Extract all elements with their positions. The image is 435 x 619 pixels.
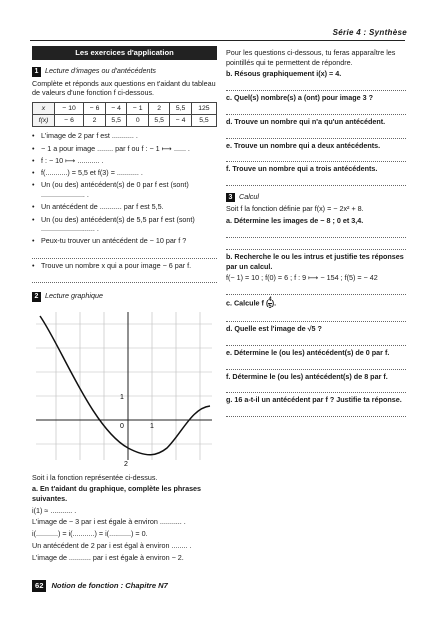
list-item: • L'image de 2 par f est ........... . — [32, 131, 217, 141]
answer-line[interactable] — [226, 285, 406, 295]
list-item: • f(...........) = 5,5 et f(3) = ........... . — [32, 168, 217, 178]
question-c-suffix: . — [274, 298, 277, 308]
section-3-question-c: c. Calcule f ( $\frac{4}{5}$ ). — [226, 297, 277, 311]
section-1-intro: Complète et réponds aux questions en t'aidant du tableau de valeurs d'une fonction f ci-dessous. — [32, 78, 216, 98]
values-table — [32, 102, 217, 127]
tick-label-y1: 1 — [120, 393, 124, 401]
question-d: d. Trouve un nombre qui n'a qu'un antécédent. — [226, 116, 386, 126]
question-e: e. Trouve un nombre qui a deux antécédents. — [226, 140, 381, 150]
fraction-numerator: 4 — [268, 297, 272, 304]
section-3-question-g: g. 16 a-t-il un antécédent par f ? Justifie ta réponse. — [226, 395, 402, 405]
s2-line: i(...........) = i(...........) = i(...........) = 0. — [32, 529, 148, 539]
question-f: f. Trouve un nombre qui a trois antécédents. — [226, 164, 378, 174]
function-graph — [32, 308, 217, 468]
section-3-heading — [226, 192, 406, 202]
answer-line[interactable] — [32, 249, 217, 259]
table-cell: 2 — [84, 115, 106, 127]
answer-line[interactable] — [226, 240, 406, 250]
table-cell: 2 — [149, 103, 170, 115]
answer-line[interactable] — [226, 312, 406, 322]
table-cell: − 4 — [170, 115, 192, 127]
question-c-prefix: c. Calcule f — [226, 298, 264, 308]
section-2-heading — [32, 291, 217, 301]
fraction — [268, 297, 271, 310]
right-intro: Pour les questions ci-dessous, tu feras apparaître les pointillés qui te permettent de répondre. — [226, 48, 396, 67]
table-cell: 5,5 — [105, 115, 127, 127]
table-cell: − 1 — [127, 103, 149, 115]
fraction-denominator: 5 — [268, 304, 272, 311]
list-item: • Un (ou des) antécédent(s) de 0 par f est (sont) ...................... . — [32, 180, 217, 199]
s2-line: Un antécédent de 2 par i est égal à environ ........ . — [32, 540, 192, 550]
section-1-heading — [32, 66, 217, 76]
table-cell: 5,5 — [149, 115, 170, 127]
section-3-question-a: a. Détermine les images de − 8 ; 0 et 3,4. — [226, 216, 364, 226]
s2-line: L'image de ........... par i est égale à environ − 2. — [32, 552, 184, 562]
table-cell: − 6 — [54, 115, 83, 127]
section-1-number: 1 — [32, 67, 41, 76]
section-3-question-f: f. Détermine le (ou les) antécédent(s) de 8 par f. — [226, 371, 388, 381]
page-header — [0, 0, 435, 40]
list-item: • Un (ou des) antécédent(s) de 5,5 par f est (sont) ........................... . — [32, 215, 217, 234]
s2-line: L'image de − 3 par i est égale à environ ........... . — [32, 517, 186, 527]
curve-i — [40, 316, 210, 455]
left-column — [32, 46, 217, 564]
answer-line[interactable] — [32, 273, 217, 283]
tick-label-origin: 0 — [120, 422, 124, 430]
s2-line: i(1) ≈ ........... . — [32, 505, 77, 515]
section-1-title: Lecture d'images ou d'antécédents — [45, 66, 157, 76]
answer-line[interactable] — [226, 81, 406, 91]
table-cell: 0 — [127, 115, 149, 127]
section-3-question-b: b. Recherche le ou les intrus et justifie tes réponses par un calcul. — [226, 251, 404, 271]
answer-line[interactable] — [226, 152, 406, 162]
section-3-title: Calcul — [239, 192, 259, 202]
section-3-question-d: d. Quelle est l'image de √5 ? — [226, 324, 322, 334]
answer-line[interactable] — [226, 129, 406, 139]
answer-line[interactable] — [226, 360, 406, 370]
section-2-intro: Soit i la fonction représentée ci-dessus. — [32, 472, 158, 482]
list-item: • Un antécédent de ........... par f est 5,5. — [32, 202, 217, 212]
table-cell: f(x) — [33, 115, 55, 127]
answer-line[interactable] — [226, 383, 406, 393]
list-item: • Trouve un nombre x qui a pour image − 6 par f. — [32, 261, 217, 271]
answer-line[interactable] — [226, 336, 406, 346]
section-2-question-a: a. En t'aidant du graphique, complète les phrases suivantes. — [32, 484, 202, 503]
question-list — [32, 131, 217, 246]
tick-label-2: 2 — [124, 460, 128, 468]
section-3-definition: Soit f la fonction définie par f(x) = − 2x² + 8. — [226, 204, 364, 214]
table-cell: 5,5 — [191, 115, 216, 127]
page-number: 62 — [32, 580, 46, 592]
table-row-fx — [33, 115, 217, 127]
table-cell: 125 — [191, 103, 216, 115]
list-item: • f : − 10 ⟼ ........... . — [32, 156, 217, 166]
section-2-number: 2 — [32, 292, 41, 301]
answer-line[interactable] — [226, 105, 406, 115]
answer-line[interactable] — [226, 228, 406, 238]
section-3-list: f(− 1) = 10 ; f(0) = 6 ; f : 9 ⟼ − 154 ; f(5) = − 42 — [226, 273, 378, 283]
list-item: • Peux-tu trouver un antécédent de − 10 par f ? — [32, 236, 217, 246]
question-b: b. Résous graphiquement i(x) = 4. — [226, 69, 342, 79]
section-3-number: 3 — [226, 193, 235, 202]
table-cell: x — [33, 103, 55, 115]
table-cell: − 10 — [54, 103, 83, 115]
table-cell: 5,5 — [170, 103, 192, 115]
table-row-x — [33, 103, 217, 115]
header-rule — [30, 40, 405, 41]
page-footer — [32, 580, 168, 592]
list-item: • − 1 a pour image ........ par f ou f : − 1 ⟼ ...... . — [32, 144, 217, 154]
answer-line[interactable] — [226, 176, 406, 186]
question-c: c. Quel(s) nombre(s) a (ont) pour image 3 ? — [226, 93, 373, 103]
question-list-2 — [32, 261, 217, 271]
answer-line[interactable] — [226, 407, 406, 417]
tick-label-x1: 1 — [150, 422, 154, 430]
chapter-title: Notion de fonction : Chapitre N7 — [51, 581, 168, 590]
section-3-question-e: e. Détermine le (ou les) antécédent(s) de 0 par f. — [226, 347, 390, 357]
right-column — [226, 46, 406, 419]
table-cell: − 4 — [105, 103, 127, 115]
exercises-banner: Les exercices d'application — [32, 46, 217, 60]
table-cell: − 6 — [84, 103, 106, 115]
series-title: Série 4 : Synthèse — [332, 28, 407, 37]
section-2-title: Lecture graphique — [45, 291, 103, 301]
